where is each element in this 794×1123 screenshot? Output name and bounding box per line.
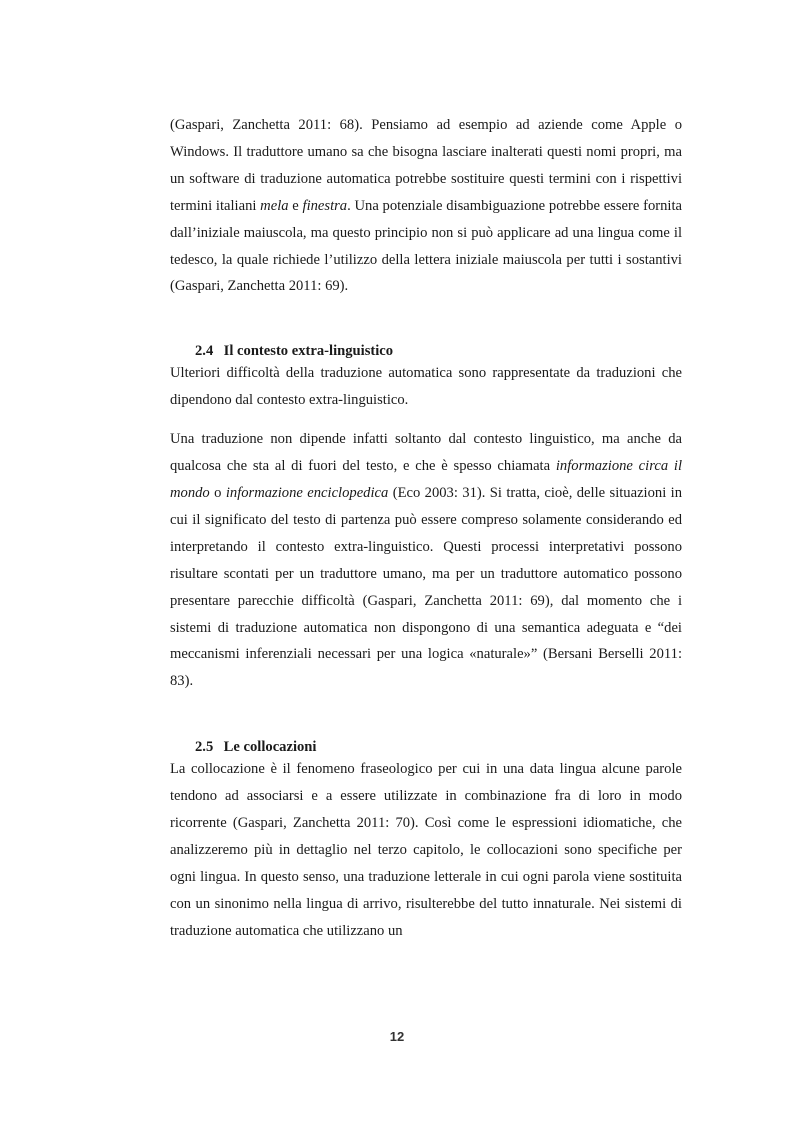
paragraph-text: Ulteriori difficoltà della traduzione automatica sono rappresentate da traduzioni che dipendono dal contesto extra-linguistico. xyxy=(170,365,682,409)
paragraph-text: . Una potenziale disambiguazione potrebbe essere fornita dall’iniziale maiuscola, ma questo principio non si può applicare ad una lingua come il tedesco, la quale richiede l’utilizzo della lettera iniziale maiuscola per tutti i sostantivi (Gaspari, Zanchetta 2011: 69). xyxy=(170,197,682,295)
italic-term: informazione enciclopedica xyxy=(225,484,389,501)
paragraph-continued xyxy=(170,112,682,300)
paragraph-text: o xyxy=(209,484,226,501)
paragraph-text: (Gaspari, Zanchetta 2011: 68). Pensiamo ad esempio ad aziende come Apple o Windows. Il traduttore umano sa che bisogna lasciare inalterati questi nomi propri, ma un software di traduzione automatica potrebbe sostituire questi termini con i rispettivi termini italiani xyxy=(170,117,682,214)
section-heading-2-4 xyxy=(170,342,682,360)
page-number: 12 xyxy=(389,1029,405,1044)
paragraph-text: e xyxy=(288,197,303,214)
section-number: 2.4 xyxy=(195,343,214,360)
italic-term-mela: mela xyxy=(260,197,289,214)
page-body xyxy=(170,112,682,945)
paragraph-text: Una traduzione non dipende infatti soltanto dal contesto linguistico, ma anche da qualcosa che sta al di fuori del testo, e che è spesso chiamata xyxy=(170,431,682,475)
section-title: Le collocazioni xyxy=(223,739,317,756)
paragraph-text: La collocazione è il fenomeno fraseologico per cui in una data lingua alcune parole tendono ad associarsi e a essere utilizzate in combinazione fra di loro in modo ricorrente (Gaspari, Zanchetta 2011: 70). Così come le espressioni idiomatiche, che analizzeremo più in dettaglio nel terzo capitolo, le collocazioni sono specifiche per ogni lingua. In questo senso, una traduzione letterale in cui ogni parola viene sostituita con un sinonimo nella lingua di arrivo, risulterebbe del tutto innaturale. Nei sistemi di traduzione automatica che utilizzano un xyxy=(170,761,682,939)
paragraph-text: (Eco 2003: 31). Si tratta, cioè, delle situazioni in cui il significato del testo di partenza può essere compreso solamente considerando ed interpretando il contesto extra-linguistico. Questi processi interpretativi possono risultare scontati per un traduttore umano, ma per un traduttore automatico possono presentare parecchie difficoltà (Gaspari, Zanchetta 2011: 69), dal momento che i sistemi di traduzione automatica non dispongono di una semantica adeguata e “dei meccanismi inferenziali necessari per una logica «naturale»” (Bersani Berselli 2011: 83). xyxy=(170,484,683,690)
section-heading-2-5 xyxy=(170,738,682,756)
paragraph xyxy=(170,756,682,944)
italic-term: informazione circa il mondo xyxy=(170,458,683,501)
paragraph xyxy=(170,426,682,695)
section-title: Il contesto extra-linguistico xyxy=(223,343,394,360)
section-number: 2.5 xyxy=(195,739,214,756)
italic-term-finestra: finestra xyxy=(302,197,348,214)
paragraph xyxy=(170,360,682,414)
